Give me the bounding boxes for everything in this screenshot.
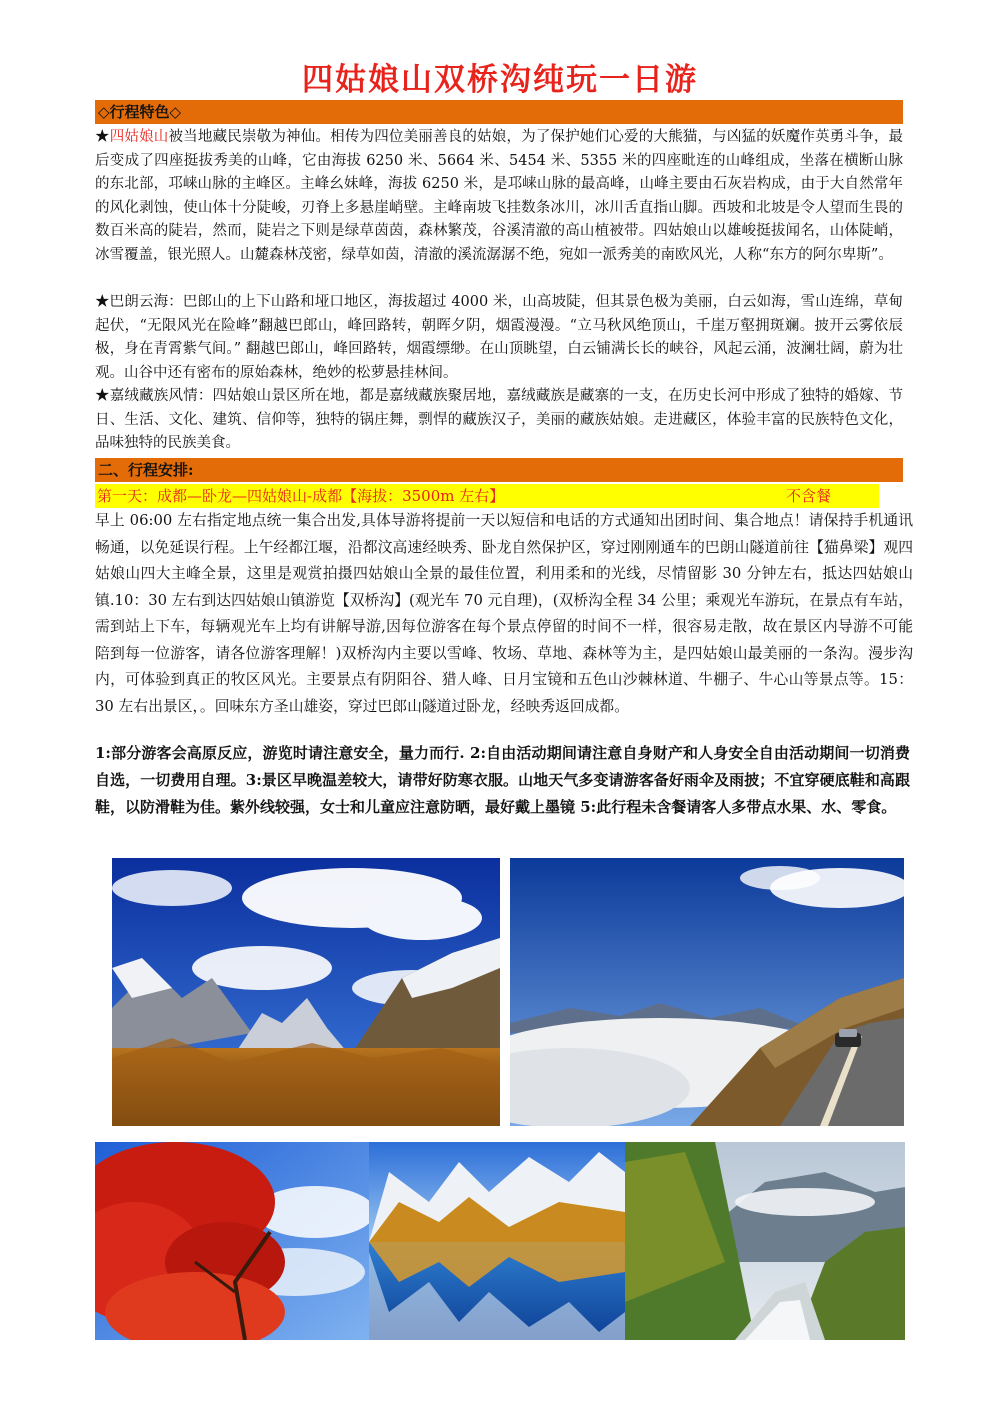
- day1-heading: 第一天：成都—卧龙—四姑娘山-成都【海拔：3500m 左右】: [97, 487, 505, 505]
- day1-notes-text: 1:部分游客会高原反应，游览时请注意安全，量力而行. 2:自由活动期间请注意自身财产和人身安全自由活动期间一切消费自选，一切费用自理。3:景区早晚温差较大，请带好防寒衣服。山地天气多变请游客备好雨伞及雨披；不宜穿硬底鞋和高跟鞋，以防滑鞋为佳。紫外线较强，女士和儿童应注意防晒，最好戴上墨镜 5:此行程未含餐请客人多带点水果、水、零食。: [95, 744, 910, 816]
- highlight-siguniang: 四姑娘山: [109, 129, 169, 145]
- day1-heading-bar: [95, 484, 879, 508]
- day1-itinerary-text: 早上 06:00 左右指定地点统一集合出发,具体导游将提前一天以短信和电话的方式通知出团时间、集合地点！请保持手机通讯畅通，以免延误行程。上午经都江堰，沿都汶高速经映秀、卧龙自然保护区，穿过刚刚通车的巴朗山隧道前往【猫鼻梁】观四姑娘山四大主峰全景，这里是观赏拍摄四姑娘山全景的最佳位置，利用柔和的光线，尽情留影 30 分钟左右，抵达四姑娘山镇.10：30 左右到达四姑娘山镇游览【双桥沟】(观光车 70 元自理)，(双桥沟全程 34 公里；乘观光车游玩，在景点有车站，需到站上下车，每辆观光车上均有讲解导游,因每位游客在每个景点停留的时间不一样，很容易走散，故在景区内导游不可能陪到每一位游客，请各位游客理解！)双桥沟内主要以雪峰、牧场、草地、森林等为主，是四姑娘山最美丽的一条沟。漫步沟内，可体验到真正的牧区风光。主要景点有阴阳谷、猎人峰、日月宝镜和五色山沙棘林道、牛棚子、牛心山等景点等。15：30 左右出景区，。回味东方圣山雄姿，穿过巴郎山隧道过卧龙，经映秀返回成都。: [95, 512, 913, 715]
- valley-river-photo: [625, 1142, 905, 1340]
- day1-meal-note: 不含餐: [786, 487, 832, 505]
- page-title: 四姑娘山双桥沟纯玩一日游: [302, 62, 698, 98]
- star-bullet: ★: [95, 129, 110, 145]
- feature-balang-paragraph: ★巴朗云海：巴郎山的上下山路和垭口地区，海拔超过 4000 米，山高坡陡，但其景色极为美丽，白云如海，雪山连绵，草甸起伏，“无限风光在险峰”翻越巴郎山，峰回路转，朝晖夕阴，烟霞漫漫。“立马秋风绝顶山，千崖万壑拥斑斓。披开云雾依辰极，身在青霄紫气间。” 翻越巴郎山，峰回路转，烟霞缥缈。在山顶眺望，白云铺满长长的峡谷，风起云涌，波澜壮阔，蔚为壮观。山谷中还有密布的原始森林，绝妙的松萝悬挂林间。: [95, 294, 903, 381]
- lake-reflection-photo: [369, 1142, 625, 1340]
- schedule-heading: 二、行程安排:: [95, 458, 903, 482]
- red-autumn-tree-photo: [95, 1142, 369, 1340]
- balang-cloud-road-photo: [510, 858, 904, 1126]
- feature-jiarong-paragraph: ★嘉绒藏族风情：四姑娘山景区所在地，都是嘉绒藏族聚居地，嘉绒藏族是藏寨的一支，在历史长河中形成了独特的婚嫁、节日、生活、文化、建筑、信仰等，独特的锅庄舞，剽悍的藏族汉子，美丽的藏族姑娘。走进藏区，体验丰富的民族特色文化，品味独特的民族美食。: [95, 388, 903, 452]
- mountain-peaks-photo: [112, 858, 500, 1126]
- feature-siguniang-text: 被当地藏民崇敬为神仙。相传为四位美丽善良的姑娘，为了保护她们心爱的大熊猫，与凶猛的妖魔作英勇斗争，最后变成了四座挺拔秀美的山峰，它由海拔 6250 米、5664 米、5454 米、5355 米的四座毗连的山峰组成，坐落在横断山脉的东北部，邛崃山脉的主峰区。主峰幺妹峰，海拔 6250 米，是邛崃山脉的最高峰，山峰主要由石灰岩构成，由于大自然常年的风化剥蚀，使山体十分陡峻，刃脊上多悬崖峭壁。主峰南坡飞挂数条冰川，冰川舌直指山脚。西坡和北坡是令人望而生畏的数百米高的陡岩，然而，陡岩之下则是绿草茵茵，森林繁茂，谷溪清澈的高山植被带。四姑娘山以雄峻挺拔闻名，山体陡峭，冰雪覆盖，银光照人。山麓森林茂密，绿草如茵，清澈的溪流潺潺不绝，宛如一派秀美的南欧风光，人称“东方的阿尔卑斯”。: [95, 129, 904, 263]
- feature-siguniang-paragraph: [95, 126, 903, 268]
- features-heading: ◇行程特色◇: [95, 100, 903, 124]
